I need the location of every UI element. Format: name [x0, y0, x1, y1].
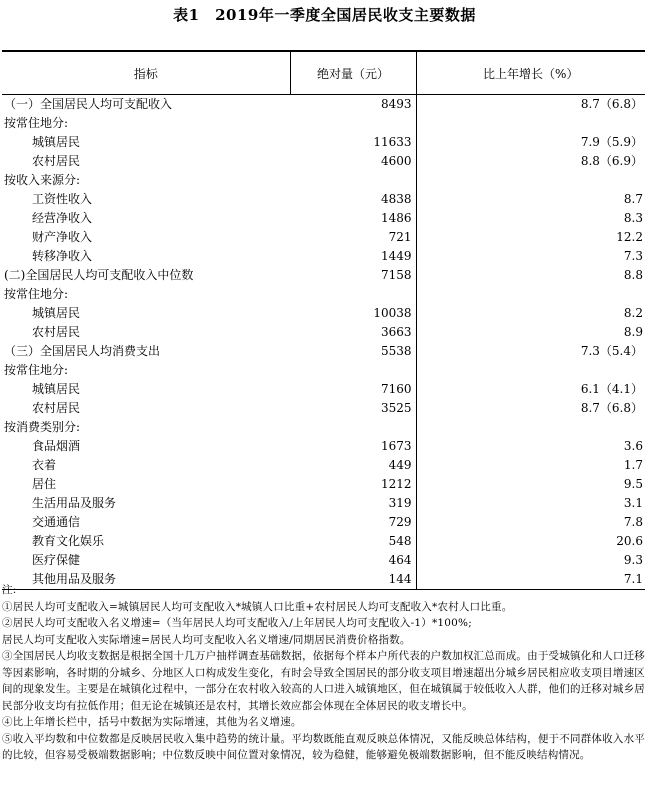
row-absolute-amount: 1212: [290, 475, 416, 494]
row-growth-rate: [416, 361, 645, 380]
row-indicator: 其他用品及服务: [2, 570, 290, 590]
footnotes: [2, 582, 645, 764]
table-row: [2, 171, 645, 190]
row-absolute-amount: 3525: [290, 399, 416, 418]
row-growth-rate: 8.8（6.9）: [580, 154, 643, 168]
row-growth-rate: 1.7: [623, 458, 643, 472]
row-growth-rate: 3.1: [623, 496, 643, 510]
header-growth-rate: 比上年增长（%）: [416, 51, 645, 95]
row-growth-rate: 8.9: [623, 325, 643, 339]
table-row: [2, 532, 645, 551]
row-absolute-amount: 5538: [290, 342, 416, 361]
row-indicator: 转移净收入: [32, 249, 93, 263]
row-absolute-amount: 449: [290, 456, 416, 475]
table-row: [2, 494, 645, 513]
footnote-line: 居民人均可支配收入实际增速=居民人均可支配收入名义增速/同期居民消费价格指数。: [2, 633, 411, 646]
row-indicator: 农村居民: [32, 325, 81, 339]
table-row: [2, 342, 645, 361]
row-absolute-amount: 729: [290, 513, 416, 532]
row-absolute-amount: 1486: [290, 209, 416, 228]
header-absolute-amount: 绝对量（元）: [290, 51, 416, 95]
table-row: [2, 152, 645, 171]
row-growth-rate: 20.6: [616, 534, 643, 548]
row-absolute-amount: 721: [290, 228, 416, 247]
row-absolute-amount: [290, 171, 416, 190]
table-row: [2, 285, 645, 304]
row-absolute-amount: 3663: [290, 323, 416, 342]
row-growth-rate: 3.6: [623, 439, 643, 453]
table-row: [2, 361, 645, 380]
table-row: [2, 513, 645, 532]
row-growth-rate: 7.8: [623, 515, 643, 529]
table-header-row: [2, 51, 645, 95]
table-row: [2, 133, 645, 152]
row-absolute-amount: 4838: [290, 190, 416, 209]
row-absolute-amount: 144: [290, 570, 416, 590]
table-row: [2, 114, 645, 133]
footnote-line: ①居民人均可支配收入=城镇居民人均可支配收入*城镇人口比重+农村居民人均可支配收入*农村人口比重。: [2, 600, 513, 613]
table-row: [2, 266, 645, 285]
footnote-line: 注:: [2, 584, 17, 596]
row-absolute-amount: 1449: [290, 247, 416, 266]
row-indicator: 食品烟酒: [32, 439, 81, 453]
row-indicator: 财产净收入: [32, 230, 93, 244]
footnote-line: ②居民人均可支配收入名义增速=（当年居民人均可支配收入/上年居民人均可支配收入-1）*100%;: [2, 617, 472, 629]
row-growth-rate: 9.3: [623, 553, 643, 567]
row-absolute-amount: [290, 418, 416, 437]
row-growth-rate: 7.3（5.4）: [580, 344, 643, 358]
row-growth-rate: [416, 114, 645, 133]
row-indicator: 按消费类别分:: [4, 420, 81, 434]
row-indicator: 医疗保健: [32, 553, 81, 567]
row-growth-rate: 8.7（6.8）: [580, 401, 643, 415]
row-absolute-amount: [290, 285, 416, 304]
row-indicator: 教育文化娱乐: [32, 534, 105, 548]
row-indicator: 按常住地分:: [4, 116, 69, 130]
table-row: [2, 456, 645, 475]
row-indicator: 城镇居民: [32, 135, 81, 149]
row-indicator: 农村居民: [32, 401, 81, 415]
table-row: [2, 95, 645, 115]
row-growth-rate: 12.2: [616, 230, 643, 244]
row-indicator: 农村居民: [32, 154, 81, 168]
row-indicator: 经营净收入: [32, 211, 93, 225]
table-row: [2, 380, 645, 399]
footnote-line: ⑤收入平均数和中位数都是反映居民收入集中趋势的统计量。平均数既能直观反映总体情况，又能反映总体结构，便于不同群体收入水平的比较，但容易受极端数据影响；中位数反映中间位置对象情况，较为稳健，能够避免极端数据影响，但不能反映结构情况。: [2, 732, 645, 761]
row-growth-rate: 7.1: [416, 570, 645, 590]
row-indicator: （三）全国居民人均消费支出: [4, 344, 161, 358]
row-indicator: (二)全国居民人均可支配收入中位数: [4, 268, 194, 282]
row-absolute-amount: 7158: [290, 266, 416, 285]
table-row: [2, 228, 645, 247]
row-growth-rate: 7.9（5.9）: [580, 135, 643, 149]
table-row: [2, 323, 645, 342]
row-indicator: 衣着: [32, 458, 57, 472]
row-indicator: 城镇居民: [32, 382, 81, 396]
row-growth-rate: 8.3: [623, 211, 643, 225]
row-indicator: 居住: [32, 477, 57, 491]
row-absolute-amount: [290, 114, 416, 133]
row-indicator: 按常住地分:: [4, 287, 69, 301]
row-indicator: 工资性收入: [32, 192, 93, 206]
table-row: [2, 190, 645, 209]
row-absolute-amount: 10038: [290, 304, 416, 323]
row-growth-rate: [416, 418, 645, 437]
row-indicator: 交通通信: [32, 515, 81, 529]
row-absolute-amount: 7160: [290, 380, 416, 399]
row-growth-rate: [416, 171, 645, 190]
row-growth-rate: 8.7（6.8）: [580, 97, 643, 111]
table-row: [2, 304, 645, 323]
row-growth-rate: 8.7: [623, 192, 643, 206]
table-row: [2, 475, 645, 494]
row-growth-rate: 8.8: [623, 268, 643, 282]
table-row: [2, 551, 645, 570]
row-growth-rate: 7.3: [623, 249, 643, 263]
table-row: [2, 247, 645, 266]
row-growth-rate: 9.5: [623, 477, 643, 491]
table-row: [2, 418, 645, 437]
row-growth-rate: 8.2: [623, 306, 643, 320]
row-absolute-amount: 319: [290, 494, 416, 513]
table-title: 表1 2019年一季度全国居民收支主要数据: [173, 6, 476, 24]
footnote-line: ③全国居民人均收支数据是根据全国十几万户抽样调查基础数据，依据每个样本户所代表的户数加权汇总而成。由于受城镇化和人口迁移等因素影响，各时期的分城乡、分地区人口构成发生变化，有时会导致全国居民的部分收支项目增速超出分城乡居民相应收支项目增速区间的现象发生。主要是在城镇化过程中，一部分在农村收入较高的人口进入城镇地区，但在城镇属于较低收入人群，他们的迁移对城乡居民部分收支均有拉低作用；但无论在城镇还是农村，其增长效应都会体现在全体居民的收支增长中。: [2, 650, 645, 712]
row-absolute-amount: 11633: [290, 133, 416, 152]
row-absolute-amount: 548: [290, 532, 416, 551]
row-indicator: 按收入来源分:: [4, 173, 81, 187]
header-indicator: 指标: [2, 51, 290, 95]
row-indicator: 生活用品及服务: [32, 496, 117, 510]
table-row: [2, 437, 645, 456]
row-indicator: 城镇居民: [32, 306, 81, 320]
row-absolute-amount: [290, 361, 416, 380]
row-growth-rate: [416, 285, 645, 304]
row-indicator: 按常住地分:: [4, 363, 69, 377]
table-row: [2, 399, 645, 418]
row-absolute-amount: 1673: [290, 437, 416, 456]
footnote-line: ④比上年增长栏中，括号中数据为实际增速，其他为名义增速。: [2, 716, 302, 728]
row-absolute-amount: 8493: [290, 95, 416, 115]
row-growth-rate: 6.1（4.1）: [580, 382, 643, 396]
row-absolute-amount: 4600: [290, 152, 416, 171]
data-table: [2, 50, 645, 590]
row-absolute-amount: 464: [290, 551, 416, 570]
row-indicator: （一）全国居民人均可支配收入: [4, 97, 173, 111]
table-row: [2, 209, 645, 228]
